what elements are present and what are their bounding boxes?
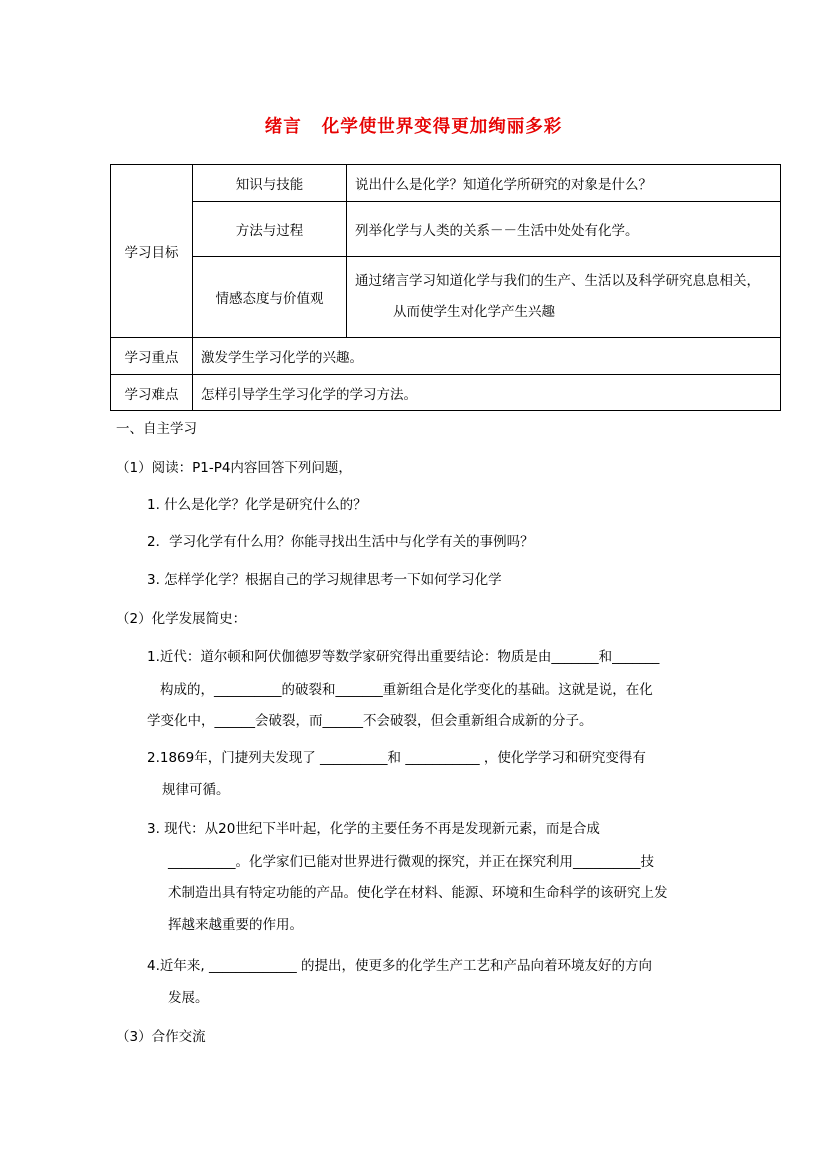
question-2: 2．学习化学有什么用？你能寻找出生活中与化学有关的事例吗？	[147, 534, 534, 550]
emotion-text-line2: 从而使学生对化学产生兴趣	[393, 304, 555, 320]
history-item2-line1: 2.1869年，门捷列夫发现了 __________和 ___________ ，使化学学习和研究变得有	[147, 750, 646, 766]
history-item1-line1: 1.近代：道尔顿和阿伏伽德罗等数学家研究得出重要结论：物质是由_______和_______	[147, 649, 660, 665]
key-point-text: 激发学生学习化学的兴趣。	[193, 338, 781, 375]
part3-heading: （3）合作交流	[116, 1029, 206, 1045]
title-part2: 化学使世界变得更加绚丽多彩	[321, 117, 563, 137]
history-item2-line2: 规律可循。	[162, 782, 230, 798]
history-item4-line2: 发展。	[168, 990, 209, 1006]
history-item1-line3: 学变化中，______会破裂，而______不会破裂，但会重新组合成新的分子。	[147, 713, 593, 729]
emotion-text	[347, 257, 781, 338]
part2-heading: （2）化学发展简史：	[116, 611, 247, 627]
key-point-label: 学习重点	[111, 338, 193, 375]
history-item3-line1: 3. 现代：从20世纪下半叶起，化学的主要任务不再是发现新元素，而是合成	[147, 821, 600, 837]
section-heading-self-study: 一、自主学习	[116, 421, 197, 437]
emotion-text-line1: 通过绪言学习知道化学与我们的生产、生活以及科学研究息息相关，	[355, 273, 760, 289]
table-row	[111, 165, 781, 202]
table-row	[111, 375, 781, 411]
part1-heading: （1）阅读：P1-P4内容回答下列问题，	[116, 460, 352, 476]
method-text: 列举化学与人类的关系－－生活中处处有化学。	[347, 202, 781, 257]
difficulty-text: 怎样引导学生学习化学的学习方法。	[193, 375, 781, 411]
title-part1: 绪言	[264, 117, 302, 137]
emotion-label: 情感态度与价值观	[193, 257, 347, 338]
page-title	[0, 113, 827, 138]
difficulty-label: 学习难点	[111, 375, 193, 411]
history-item4-line1: 4.近年来, _____________ 的提出，使更多的化学生产工艺和产品向着环境友好的方向	[147, 958, 653, 974]
goals-row-label: 学习目标	[111, 165, 193, 338]
history-item3-line3: 术制造出具有特定功能的产品。使化学在材料、能源、环境和生命科学的该研究上发	[168, 885, 668, 901]
history-item3-line4: 挥越来越重要的作用。	[168, 917, 303, 933]
table-row	[111, 202, 781, 257]
history-item3-line2: __________。化学家们已能对世界进行微观的探究，并正在探究利用__________技	[168, 854, 654, 870]
history-item1-line2: 构成的，__________的破裂和_______重新组合是化学变化的基础。这就是说，在化	[160, 682, 653, 698]
method-label: 方法与过程	[193, 202, 347, 257]
table-row	[111, 257, 781, 338]
question-3: 3. 怎样学化学？根据自己的学习规律思考一下如何学习化学	[147, 572, 502, 588]
learning-goals-table	[110, 164, 781, 411]
knowledge-text: 说出什么是化学？知道化学所研究的对象是什么？	[347, 165, 781, 202]
knowledge-label: 知识与技能	[193, 165, 347, 202]
table-row	[111, 338, 781, 375]
question-1: 1. 什么是化学？化学是研究什么的？	[147, 497, 367, 513]
